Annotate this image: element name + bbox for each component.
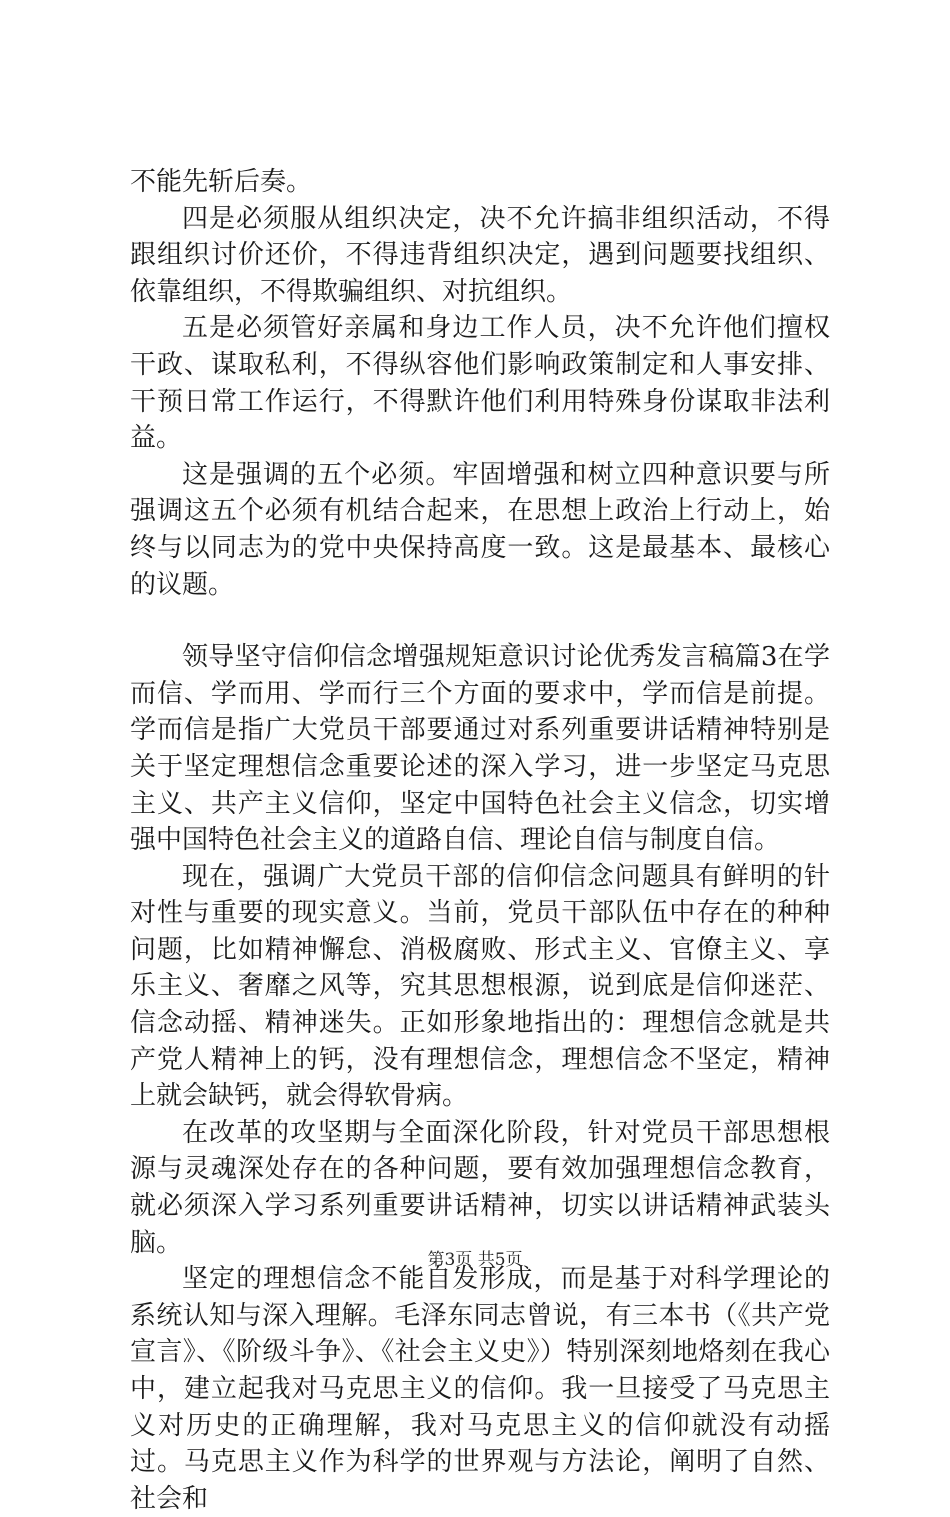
page-number-footer: 第3页 共5页	[427, 1250, 523, 1270]
paragraph: 这是强调的五个必须。牢固增强和树立四种意识要与所强调这五个必须有机结合起来，在思想上政治上行动上，始终与以同志为的党中央保持高度一致。这是最基本、最核心的议题。	[130, 459, 830, 600]
paragraph: 在改革的攻坚期与全面深化阶段，针对党员干部思想根源与灵魂深处存在的各种问题，要有效加强理想信念教育，就必须深入学习系列重要讲话精神，切实以讲话精神武装头脑。	[130, 1117, 830, 1258]
paragraph: 五是必须管好亲属和身边工作人员，决不允许他们擅权干政、谋取私利，不得纵容他们影响政策制定和人事安排、干预日常工作运行，不得默许他们利用特殊身份谋取非法利益。	[130, 313, 830, 454]
paragraph: 不能先斩后奏。	[130, 167, 313, 197]
paragraph: 四是必须服从组织决定，决不允许搞非组织活动，不得跟组织讨价还价，不得违背组织决定，遇到问题要找组织、依靠组织，不得欺骗组织、对抗组织。	[130, 203, 830, 307]
document-body	[130, 164, 830, 1517]
paragraph: 领导坚守信仰信念增强规矩意识讨论优秀发言稿篇3在学而信、学而用、学而行三个方面的要求中，学而信是前提。学而信是指广大党员干部要通过对系列重要讲话精神特别是关于坚定理想信念重要论述的深入学习，进一步坚定马克思主义、共产主义信仰，坚定中国特色社会主义信念，切实增强中国特色社会主义的道路自信、理论自信与制度自信。	[130, 642, 830, 856]
paragraph-gap	[130, 603, 830, 639]
paragraph: 现在，强调广大党员干部的信仰信念问题具有鲜明的针对性与重要的现实意义。当前，党员干部队伍中存在的种种问题，比如精神懈怠、消极腐败、形式主义、官僚主义、享乐主义、奢靡之风等，究其思想根源，说到底是信仰迷茫、信念动摇、精神迷失。正如形象地指出的：理想信念就是共产党人精神上的钙，没有理想信念，理想信念不坚定，精神上就会缺钙，就会得软骨病。	[130, 861, 830, 1112]
paragraph: 坚定的理想信念不能自发形成，而是基于对科学理论的系统认知与深入理解。毛泽东同志曾说，有三本书（《共产党宣言》、《阶级斗争》、《社会主义史》）特别深刻地烙刻在我心中，建立起我对马克思主义的信仰。我一旦接受了马克思主义对历史的正确理解，我对马克思主义的信仰就没有动摇过。马克思主义作为科学的世界观与方法论，阐明了自然、社会和	[130, 1264, 830, 1514]
